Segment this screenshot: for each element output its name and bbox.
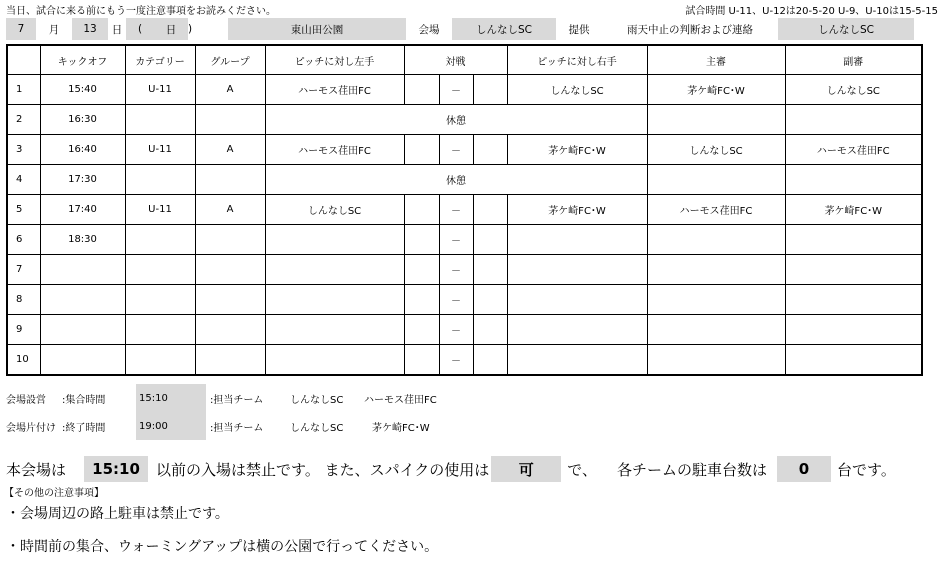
setup-team-2: ハーモス荏田FC <box>364 394 437 406</box>
left-score <box>404 225 439 255</box>
left-team: しんなしSC <box>265 195 404 225</box>
table-row <box>7 345 922 376</box>
kickoff-time: 18:30 <box>40 225 125 255</box>
cleanup-time-label: :終了時間 <box>62 422 106 434</box>
category: U-11 <box>125 135 195 165</box>
right-team <box>507 315 647 345</box>
group: A <box>195 135 265 165</box>
notice-text-1: 本会場は <box>6 460 67 479</box>
versus-dash: － <box>439 195 473 225</box>
group <box>195 315 265 345</box>
left-score <box>404 195 439 225</box>
versus-dash: － <box>439 225 473 255</box>
right-team <box>507 285 647 315</box>
group: A <box>195 195 265 225</box>
right-score <box>473 255 507 285</box>
kickoff-time: 16:30 <box>40 105 125 135</box>
referee <box>647 105 785 135</box>
group <box>195 165 265 195</box>
other-note-item: ・時間前の集合、ウォーミングアップは横の公園で行ってください。 <box>6 539 439 555</box>
assistant-referee <box>785 225 922 255</box>
column-header-number <box>7 45 40 75</box>
table-row <box>7 165 922 195</box>
table-header-row <box>7 45 922 75</box>
row-number: 9 <box>7 315 40 345</box>
column-header-kickoff: キックオフ <box>40 45 125 75</box>
referee <box>647 315 785 345</box>
category <box>125 315 195 345</box>
right-score <box>473 195 507 225</box>
row-number: 5 <box>7 195 40 225</box>
kickoff-time: 15:40 <box>40 75 125 105</box>
left-team <box>265 225 404 255</box>
right-score <box>473 225 507 255</box>
table-row <box>7 255 922 285</box>
setup-time: 15:10 <box>136 384 206 412</box>
paren-open: ( <box>126 18 154 40</box>
row-number: 4 <box>7 165 40 195</box>
row-number: 10 <box>7 345 40 376</box>
referee <box>647 165 785 195</box>
month-value: 7 <box>6 18 36 40</box>
assistant-referee <box>785 105 922 135</box>
setup-label: 会場設営 <box>6 394 46 406</box>
right-score <box>473 75 507 105</box>
row-number: 1 <box>7 75 40 105</box>
setup-team-label: :担当チーム <box>210 394 264 406</box>
assistant-referee <box>785 255 922 285</box>
table-row <box>7 135 922 165</box>
break-label: 休憩 <box>265 165 647 195</box>
right-team: 茅ケ崎FC･W <box>507 135 647 165</box>
category <box>125 285 195 315</box>
column-header-left-team: ピッチに対し左手 <box>265 45 404 75</box>
left-team <box>265 315 404 345</box>
versus-dash: － <box>439 135 473 165</box>
referee <box>647 255 785 285</box>
group <box>195 255 265 285</box>
rain-contact-team: しんなしSC <box>778 18 914 40</box>
left-score <box>404 285 439 315</box>
category: U-11 <box>125 195 195 225</box>
day-value: 13 <box>72 18 108 40</box>
kickoff-time <box>40 255 125 285</box>
column-header-referee: 主審 <box>647 45 785 75</box>
category <box>125 255 195 285</box>
match-time-note: 試合時間 U-11、U-12は20-5-20 U-9、U-10は15-5-15 <box>685 6 938 17</box>
notice-text-2: 以前の入場は禁止です。 また、スパイクの使用は <box>156 460 490 479</box>
column-header-assistant: 副審 <box>785 45 922 75</box>
venue-name: 東山田公園 <box>228 18 406 40</box>
right-team <box>507 255 647 285</box>
notice-text-3: で、 <box>567 460 597 479</box>
setup-team-1: しんなしSC <box>290 394 344 406</box>
category: U-11 <box>125 75 195 105</box>
left-team <box>265 345 404 376</box>
kickoff-time <box>40 315 125 345</box>
other-note-item: ・会場周辺の路上駐車は禁止です。 <box>6 506 229 522</box>
table-row <box>7 315 922 345</box>
other-notes-title: 【その他の注意事項】 <box>4 488 104 499</box>
right-team: しんなしSC <box>507 75 647 105</box>
cleanup-team-label: :担当チーム <box>210 422 264 434</box>
rain-contact-label: 雨天中止の判断および連絡 <box>627 23 753 36</box>
column-header-right-team: ピッチに対し右手 <box>507 45 647 75</box>
assistant-referee: ハーモス荏田FC <box>785 135 922 165</box>
cleanup-label: 会場片付け <box>6 422 56 434</box>
referee <box>647 345 785 376</box>
spike-allowed: 可 <box>491 456 561 482</box>
day-label: 日 <box>111 23 123 36</box>
kickoff-time: 17:30 <box>40 165 125 195</box>
left-team <box>265 285 404 315</box>
setup-time-label: :集合時間 <box>62 394 106 406</box>
row-number: 6 <box>7 225 40 255</box>
category <box>125 345 195 376</box>
right-score <box>473 315 507 345</box>
column-header-category: カテゴリー <box>125 45 195 75</box>
table-row <box>7 75 922 105</box>
weekday-value: 日 <box>154 18 188 40</box>
kickoff-time <box>40 285 125 315</box>
row-number: 8 <box>7 285 40 315</box>
month-label: 月 <box>48 23 60 36</box>
entry-time: 15:10 <box>84 456 148 482</box>
category <box>125 165 195 195</box>
top-instruction: 当日、試合に来る前にもう一度注意事項をお読みください。 <box>6 6 276 17</box>
referee <box>647 225 785 255</box>
right-team <box>507 345 647 376</box>
category <box>125 105 195 135</box>
versus-dash: － <box>439 75 473 105</box>
left-score <box>404 75 439 105</box>
left-team: ハーモス荏田FC <box>265 135 404 165</box>
versus-dash: － <box>439 345 473 376</box>
notice-text-4: 各チームの駐車台数は <box>617 460 768 479</box>
break-label: 休憩 <box>265 105 647 135</box>
match-schedule-table <box>6 44 923 376</box>
parking-count: 0 <box>777 456 831 482</box>
right-team: 茅ケ崎FC･W <box>507 195 647 225</box>
date-venue-header <box>6 18 914 40</box>
assistant-referee: しんなしSC <box>785 75 922 105</box>
table-row <box>7 195 922 225</box>
column-header-group: グループ <box>195 45 265 75</box>
left-team: ハーモス荏田FC <box>265 75 404 105</box>
provider-label: 提供 <box>568 23 590 36</box>
row-number: 3 <box>7 135 40 165</box>
referee <box>647 285 785 315</box>
venue-label: 会場 <box>418 23 440 36</box>
referee: 茅ケ崎FC･W <box>647 75 785 105</box>
kickoff-time <box>40 345 125 376</box>
left-score <box>404 135 439 165</box>
venue-cleanup-row <box>6 412 430 440</box>
versus-dash: － <box>439 315 473 345</box>
group <box>195 105 265 135</box>
column-header-versus: 対戦 <box>404 45 507 75</box>
table-row <box>7 285 922 315</box>
group: A <box>195 75 265 105</box>
venue-team: しんなしSC <box>452 18 556 40</box>
versus-dash: － <box>439 285 473 315</box>
row-number: 7 <box>7 255 40 285</box>
versus-dash: － <box>439 255 473 285</box>
assistant-referee: 茅ケ崎FC･W <box>785 195 922 225</box>
entry-notice <box>6 456 896 482</box>
assistant-referee <box>785 345 922 376</box>
notice-text-5: 台です。 <box>837 460 896 479</box>
category <box>125 225 195 255</box>
left-score <box>404 315 439 345</box>
referee: しんなしSC <box>647 135 785 165</box>
paren-close: ) <box>188 23 193 35</box>
venue-setup-row <box>6 384 437 412</box>
assistant-referee <box>785 165 922 195</box>
kickoff-time: 16:40 <box>40 135 125 165</box>
group <box>195 285 265 315</box>
kickoff-time: 17:40 <box>40 195 125 225</box>
table-row <box>7 105 922 135</box>
cleanup-team-1: しんなしSC <box>290 422 344 434</box>
right-score <box>473 135 507 165</box>
right-score <box>473 345 507 376</box>
group <box>195 225 265 255</box>
left-score <box>404 255 439 285</box>
right-team <box>507 225 647 255</box>
table-row <box>7 225 922 255</box>
assistant-referee <box>785 315 922 345</box>
left-team <box>265 255 404 285</box>
right-score <box>473 285 507 315</box>
cleanup-time: 19:00 <box>136 412 206 440</box>
cleanup-team-2: 茅ケ崎FC･W <box>372 422 430 434</box>
left-score <box>404 345 439 376</box>
referee: ハーモス荏田FC <box>647 195 785 225</box>
assistant-referee <box>785 285 922 315</box>
row-number: 2 <box>7 105 40 135</box>
group <box>195 345 265 376</box>
